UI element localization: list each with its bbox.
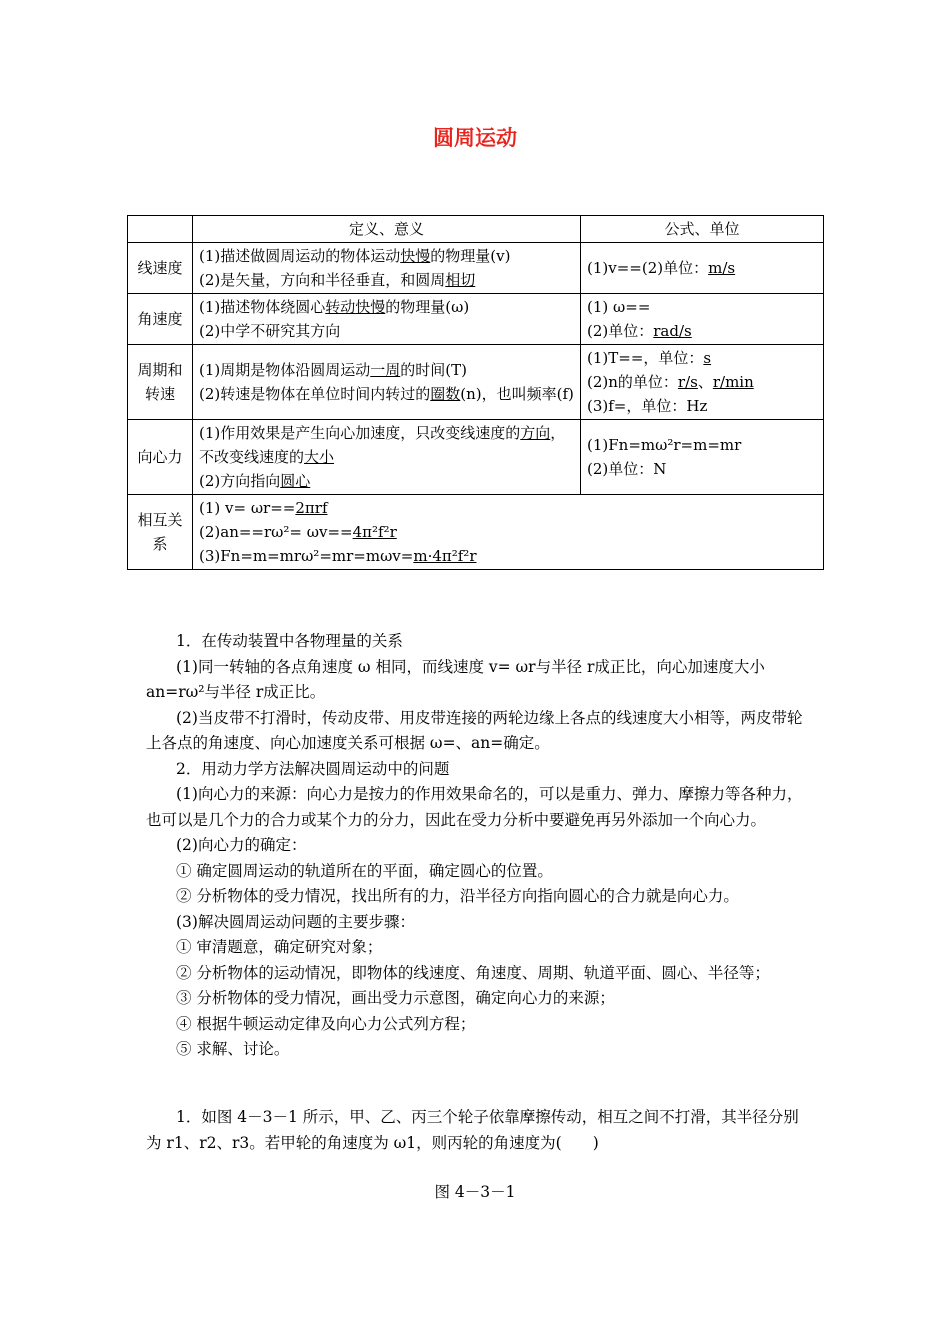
definition-cell: (1)描述物体绕圆心转动快慢的物理量(ω) (2)中学不研究其方向 [193, 294, 581, 345]
question-section [146, 1105, 810, 1156]
paragraph: (1)同一转轴的各点角速度 ω 相同，而线速度 v= ωr与半径 r成正比，向心加速度大小an=rω²与半径 r成正比。 [146, 657, 765, 701]
key-points-section [146, 629, 810, 1063]
table-row [128, 420, 824, 495]
section-heading: 2．用动力学方法解决圆周运动中的问题 [176, 759, 450, 778]
definition-cell: (1)描述做圆周运动的物体运动快慢的物理量(v) (2)是矢量，方向和半径垂直，和圆周相切 [193, 243, 581, 294]
definition-cell: (1)周期是物体沿圆周运动一周的时间(T) (2)转速是物体在单位时间内转过的圈数(n)，也叫频率(f) [193, 345, 581, 420]
row-label-linear-velocity: 线速度 [128, 243, 193, 294]
row-label-centripetal-force: 向心力 [128, 420, 193, 495]
paragraph: (3)解决圆周运动问题的主要步骤： [176, 912, 415, 931]
paragraph: (2)当皮带不打滑时，传动皮带、用皮带连接的两轮边缘上各点的线速度大小相等，两皮带轮上各点的角速度、向心加速度关系可根据 ω=、an=确定。 [146, 708, 803, 752]
row-label-relations: 相互关系 [128, 495, 193, 570]
formula-cell: (1)T==，单位：s (2)n的单位：r/s、r/min (3)f=，单位：Hz [581, 345, 824, 420]
header-formula: 公式、单位 [581, 216, 824, 243]
list-item: ⑤ 求解、讨论。 [176, 1040, 290, 1058]
list-item: ① 审清题意，确定研究对象； [176, 938, 383, 956]
formula-cell: (1) ω== (2)单位：rad/s [581, 294, 824, 345]
list-item: ① 确定圆周运动的轨道所在的平面，确定圆心的位置。 [176, 861, 553, 880]
list-item: ③ 分析物体的受力情况，画出受力示意图，确定向心力的来源； [176, 989, 615, 1007]
formula-cell: (1)v==(2)单位：m/s [581, 243, 824, 294]
list-item: ② 分析物体的运动情况，即物体的线速度、角速度、周期、轨道平面、圆心、半径等； [176, 963, 770, 982]
page-title: 圆周运动 [433, 126, 517, 150]
formula-cell: (1)Fn=mω²r=m=mr (2)单位：N [581, 420, 824, 495]
row-label-angular-velocity: 角速度 [128, 294, 193, 345]
figure-caption: 图 4－3－1 [434, 1183, 516, 1201]
table-row [128, 294, 824, 345]
table-header-row [128, 216, 824, 243]
definition-cell: (1)作用效果是产生向心加速度，只改变线速度的方向，不改变线速度的大小 (2)方向指向圆心 [193, 420, 581, 495]
table-row [128, 243, 824, 294]
question-text: 1．如图 4－3－1 所示，甲、乙、丙三个轮子依靠摩擦传动，相互之间不打滑，其半径分别为 r1、r2、r3。若甲轮的角速度为 ω1，则丙轮的角速度为( ) [146, 1108, 799, 1152]
section-heading: 1．在传动装置中各物理量的关系 [176, 632, 403, 650]
table-row [128, 495, 824, 570]
list-item: ④ 根据牛顿运动定律及向心力公式列方程； [176, 1014, 476, 1033]
paragraph: (1)向心力的来源：向心力是按力的作用效果命名的，可以是重力、弹力、摩擦力等各种力，也可以是几个力的合力或某个力的分力，因此在受力分析中要避免再另外添加一个向心力。 [146, 785, 803, 829]
knowledge-table [127, 215, 824, 570]
list-item: ② 分析物体的受力情况，找出所有的力，沿半径方向指向圆心的合力就是向心力。 [176, 887, 739, 905]
header-definition: 定义、意义 [193, 216, 581, 243]
relation-cell: (1) v= ωr==2πrf (2)an==rω²= ωv==4π²f²r (3)Fn=m=mrω²=mr=mωv=m·4π²f²r [193, 495, 824, 570]
table-row [128, 345, 824, 420]
header-corner [128, 216, 193, 243]
paragraph: (2)向心力的确定： [176, 836, 307, 854]
row-label-period: 周期和转速 [128, 345, 193, 420]
